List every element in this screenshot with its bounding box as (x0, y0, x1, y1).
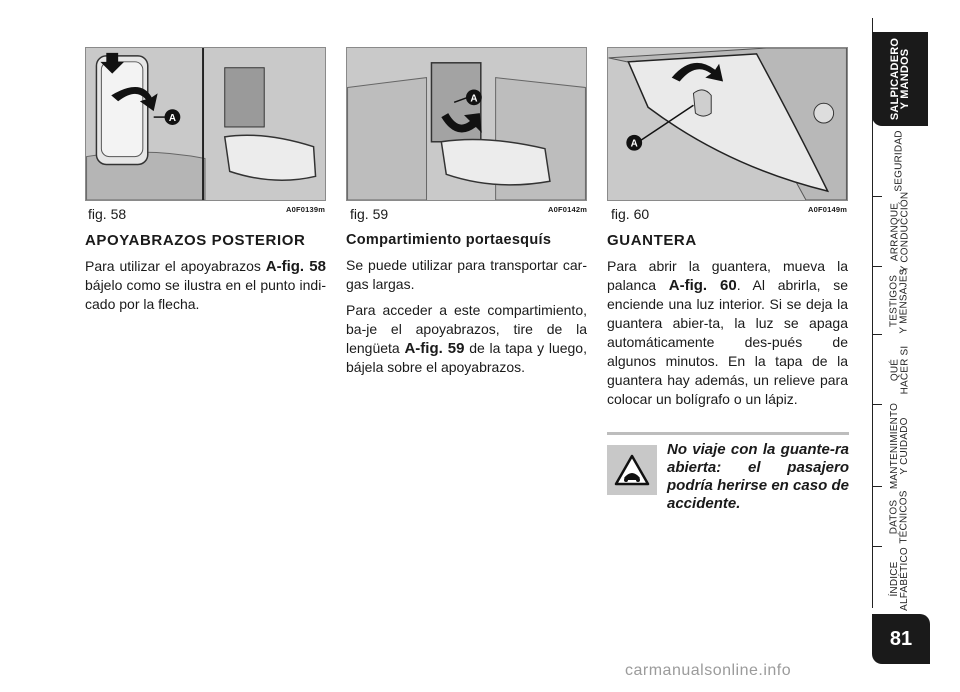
figure-58-code: A0F0139m (286, 205, 326, 214)
tab-label: Y MENSAJES (899, 268, 911, 334)
figure-58-image (85, 47, 326, 201)
tab-divider (872, 334, 882, 335)
tab-label: TÉCNICOS (899, 490, 910, 544)
tab-label: DATOS (889, 499, 900, 535)
tab-label: Y CUIDADO (899, 417, 910, 475)
rear-armrest-illustration (86, 48, 325, 200)
tab-label: HACER SI (899, 345, 910, 395)
ski-compartment-illustration (347, 48, 586, 200)
figure-58-caption: fig. 58 (88, 206, 127, 222)
tab-label: ARRANQUE (889, 202, 900, 262)
figure-60-image (607, 47, 848, 201)
section-title: GUANTERA (607, 232, 697, 249)
tab-label: SALPICADERO (889, 37, 902, 121)
tab-divider (872, 404, 882, 405)
tab-label: MANTENIMIENTO (889, 402, 900, 490)
tab-salpicadero[interactable] (872, 32, 928, 126)
figure-reference: A-fig. 60 (668, 277, 737, 294)
tab-label: Y MANDOS (899, 48, 912, 110)
tab-label: ALFABÉTICO (899, 547, 910, 611)
text: bájelo como se ilustra en el punto indi-cado por la flecha. (85, 277, 326, 312)
section-glove-box (607, 232, 848, 416)
section-rear-armrest (85, 232, 326, 321)
svg-text:A: A (470, 93, 478, 105)
tab-divider (872, 486, 882, 487)
figure-reference: A-fig. 59 (404, 340, 465, 357)
section-title: APOYABRAZOS POSTERIOR (85, 232, 306, 249)
figure-60-code: A0F0149m (808, 205, 848, 214)
figure-59-caption: fig. 59 (350, 206, 389, 222)
tab-label: TESTIGOS (889, 274, 901, 328)
tab-mantenimiento[interactable] (872, 402, 928, 490)
tab-arranque[interactable] (872, 191, 928, 273)
tab-que-hacer[interactable] (872, 336, 928, 404)
text: Para utilizar el apoyabrazos (85, 258, 266, 274)
figure-59-code: A0F0142m (548, 205, 588, 214)
figure-reference: A-fig. 58 (265, 258, 326, 275)
tab-indice[interactable] (872, 548, 928, 610)
warning-divider (607, 432, 849, 435)
section-title: Compartimiento portaesquís (346, 232, 552, 248)
text: Para acceder a este compartimiento, ba-je el apoyabrazos, tire de la lengüeta (346, 302, 587, 356)
tab-seguridad[interactable] (872, 126, 928, 196)
text: . Al abrirla, se enciende una luz interior. Si se deja la guantera abier-ta, la luz se apaga automáticamente des-pués de algunos minutos. En la tapa de la guantera hay además, un relieve para colocar un bolígrafo o un lápiz. (607, 277, 848, 407)
tab-label: ÍNDICE (889, 561, 900, 597)
figure-59-image (346, 47, 587, 201)
paragraph (607, 257, 848, 409)
paragraph: Se puede utilizar para transportar car-gas largas. (346, 257, 587, 292)
warning-triangle-icon (607, 445, 657, 495)
tab-divider (872, 546, 882, 547)
tab-label: QUÉ (889, 358, 900, 382)
tab-divider (872, 266, 882, 267)
warning-box (607, 432, 849, 513)
glove-box-illustration (608, 48, 847, 200)
svg-text:A: A (630, 138, 638, 150)
tab-divider (872, 196, 882, 197)
tab-label: Y CONDUCCIÓN (899, 191, 910, 273)
tab-label: SEGURIDAD (894, 130, 906, 192)
paragraph (346, 301, 587, 377)
warning-text: No viaje con la guante-ra abierta: el pasajero podría herirse en caso de accidente. (667, 441, 849, 512)
tab-datos[interactable] (872, 488, 928, 546)
figure-60-caption: fig. 60 (611, 206, 650, 222)
text: Para abrir la guantera, mueva la palanca (607, 258, 848, 293)
section-ski-compartment (346, 232, 587, 384)
tab-testigos[interactable] (872, 268, 928, 334)
page-number: 81 (872, 614, 930, 664)
text: de la tapa y luego, bájela sobre el apoyabrazos. (346, 340, 587, 375)
svg-text:A: A (168, 113, 176, 125)
watermark-text: carmanualsonline.info (625, 662, 792, 679)
paragraph (85, 257, 326, 314)
